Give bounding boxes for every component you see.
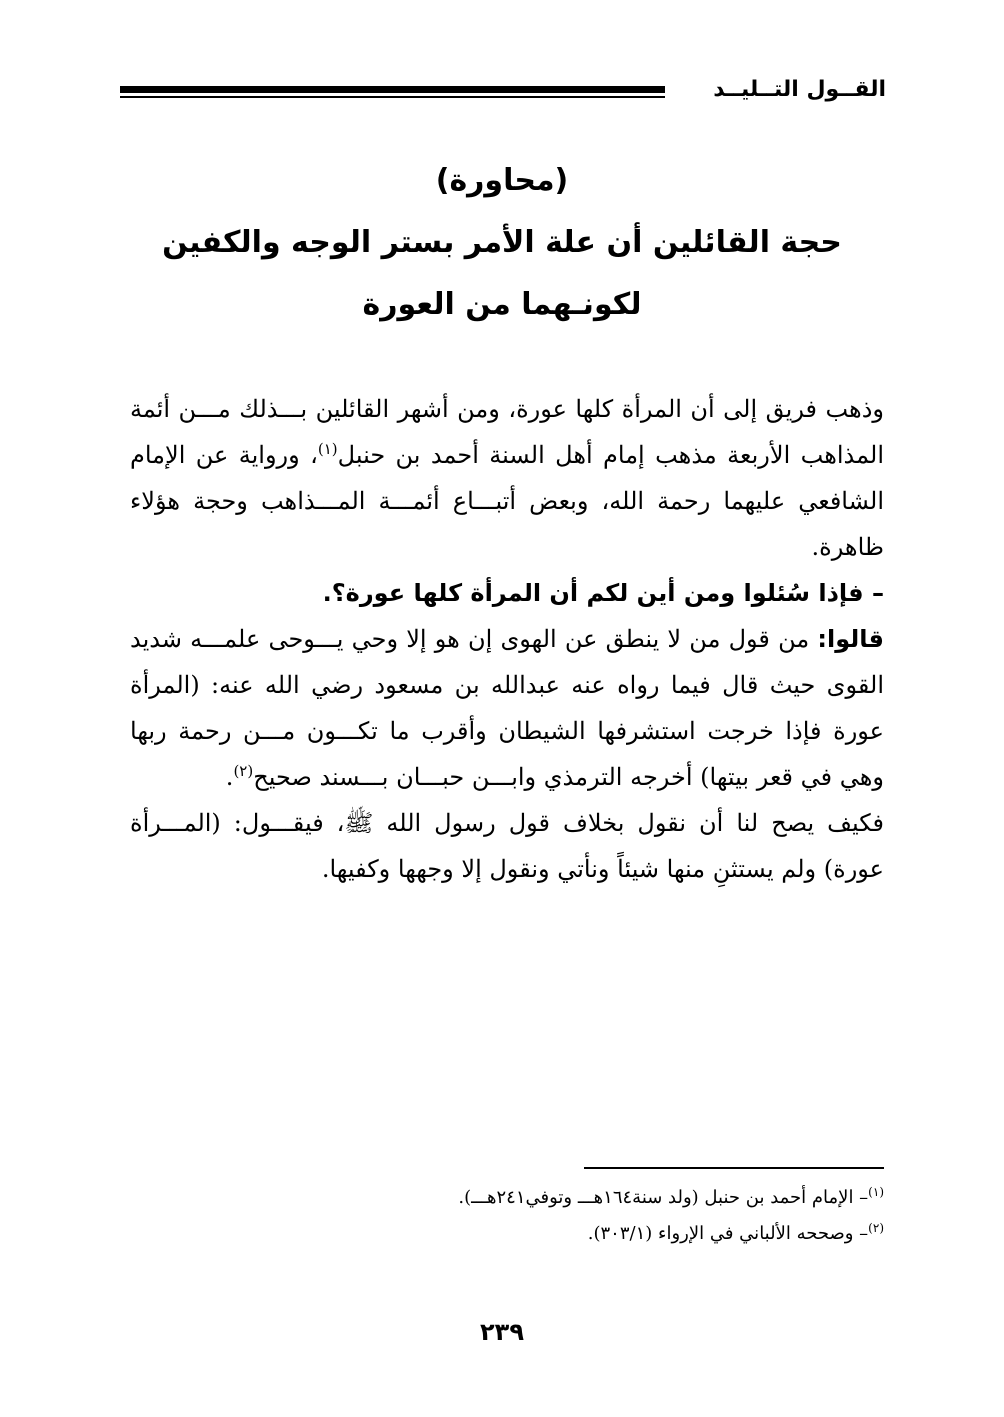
heading-line-2: حجة القائلين أن علة الأمر بستر الوجه والكفين — [162, 225, 842, 260]
paragraph-1 — [130, 386, 884, 570]
footnotes — [120, 1180, 884, 1252]
paragraph-1-text-a: وذهب فريق إلى أن المرأة كلها عورة، ومن أشهر القائلين بـــذلك مـــن أئمة المذاهب الأربعة مذهب إمام أهل السنة أحمد بن حنبل — [130, 395, 884, 469]
footnote-2 — [120, 1216, 884, 1252]
footnote-2-text: – وصححه الألباني في الإرواء (٣٠٣/١). — [587, 1223, 869, 1244]
footnote-2-marker: (٢) — [868, 1221, 884, 1235]
footnote-ref-2: (٢) — [233, 762, 254, 780]
answer-text-b: . — [225, 763, 234, 791]
answer-text-a: من قول من لا ينطق عن الهوى إن هو إلا وحي يـــوحى علمـــه شديد القوى حيث قال فيما رواه عنه عبدالله بن مسعود رضي الله عنه: (المرأة عورة فإذا خرجت استشرفها الشيطان وأقرب ما تكـــون مـــن رحمة ربها وهي في قعر بيتها) أخرجه الترمذي وابـــن حبـــان بـــسند صحيح — [130, 625, 884, 791]
heading-line-1: (محاورة) — [435, 163, 569, 198]
footnote-separator — [584, 1167, 884, 1169]
answer-paragraph — [130, 616, 884, 800]
running-header — [120, 74, 886, 114]
header-rule-thin — [120, 96, 665, 98]
header-rule-thick — [120, 86, 665, 93]
question-paragraph: – فإذا سُئلوا ومن أين لكم أن المرأة كلها عورة؟. — [322, 579, 884, 607]
paragraph-3: فكيف يصح لنا أن نقول بخلاف قول رسول الله ﷺ، فيقـــول: (المـــرأة عورة) ولم يستثنِ منها شيئاً ونأتي ونقول إلا وجهها وكفيها. — [130, 809, 884, 883]
header-double-rule — [120, 86, 665, 98]
footnote-1-marker: (١) — [868, 1185, 884, 1199]
footnote-1 — [120, 1180, 884, 1216]
footnote-ref-1: (١) — [317, 440, 338, 458]
footnote-1-text: – الإمام أحمد بن حنبل (ولد سنة١٦٤هـــ وتوفي٢٤١هـــ). — [458, 1187, 869, 1208]
body-text — [130, 386, 884, 892]
running-header-title: القــول التــليــد — [713, 77, 886, 102]
chapter-heading — [120, 150, 884, 336]
heading-line-3: لكونـهما من العورة — [362, 287, 642, 322]
paragraph-1-text-b: ، ورواية عن الإمام الشافعي عليهما رحمة الله، وبعض أتبـــاع أئمـــة المـــذاهب وحجة هؤلاء ظاهرة. — [130, 441, 884, 561]
page-number: ٢٣٩ — [480, 1318, 524, 1346]
answer-lead: قالوا: — [817, 625, 884, 653]
